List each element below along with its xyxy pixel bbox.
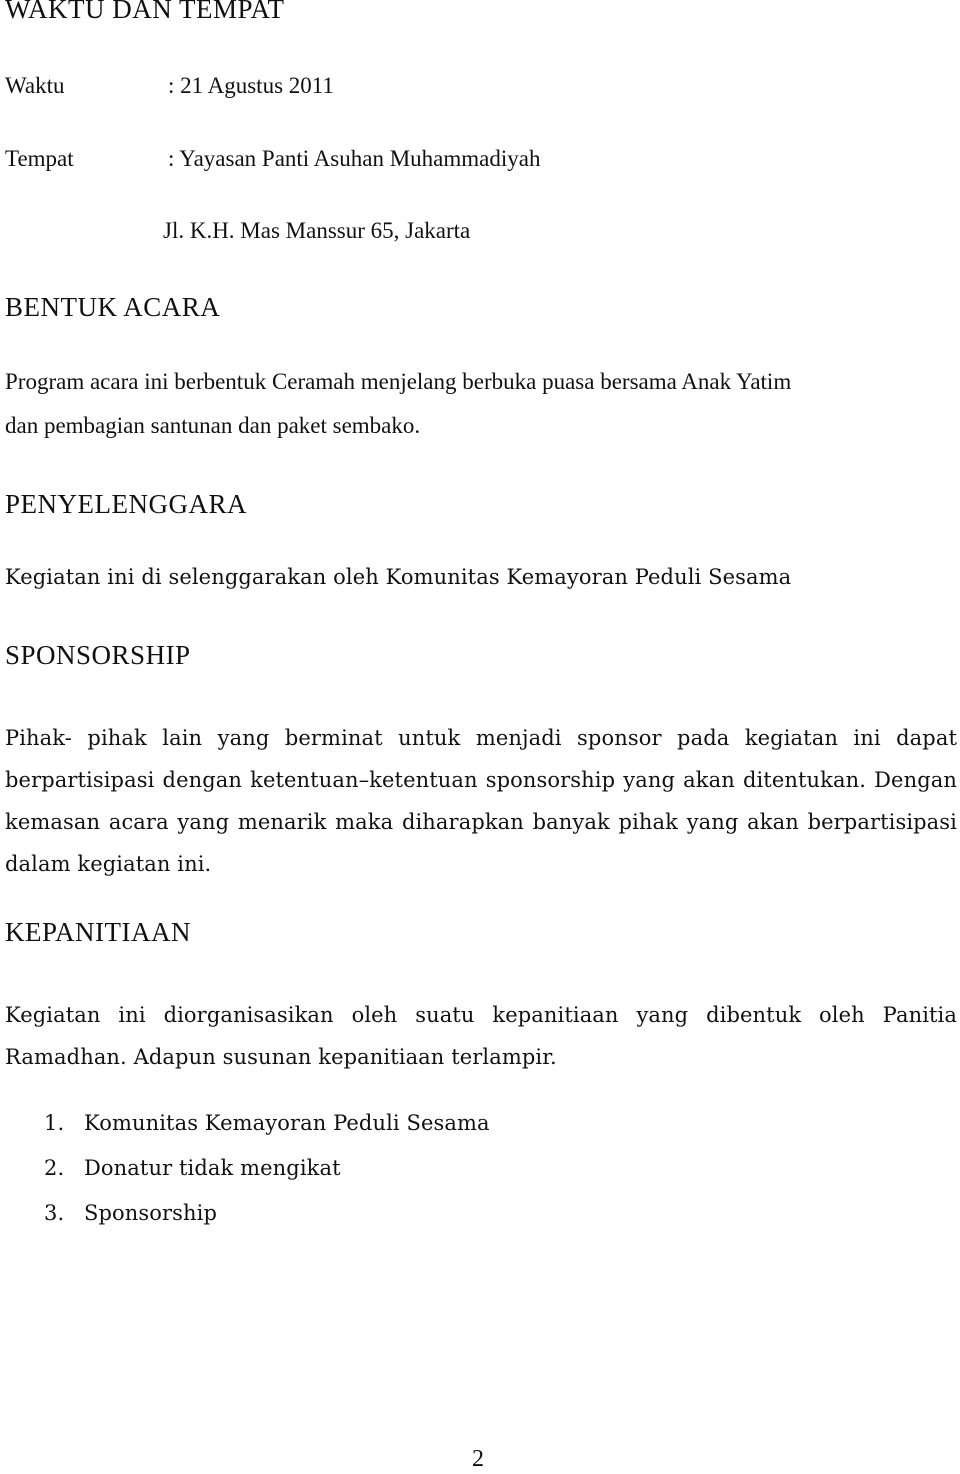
list-item-number: 2. [44,1156,65,1180]
kepanitiaan-line-2: Ramadhan. Adapun susunan kepanitiaan terlampir. [5,1045,557,1069]
heading-waktu-dan-tempat: WAKTU DAN TEMPAT [5,0,285,24]
tempat-address: Jl. K.H. Mas Manssur 65, Jakarta [163,218,471,243]
page-number: 2 [472,1446,484,1472]
heading-kepanitiaan: KEPANITIAAN [5,917,191,947]
sponsorship-paragraph [5,717,957,885]
list-item: Donatur tidak mengikat [84,1156,341,1180]
bentuk-acara-line-2: dan pembagian santunan dan paket sembako. [5,413,421,438]
penyelenggara-text: Kegiatan ini di selenggarakan oleh Komunitas Kemayoran Peduli Sesama [5,565,792,589]
waktu-label: Waktu [5,73,65,98]
tempat-value: : Yayasan Panti Asuhan Muhammadiyah [168,146,541,171]
sponsorship-line-4: dalam kegiatan ini. [5,852,212,876]
list-item: Sponsorship [84,1201,218,1225]
heading-penyelenggara: PENYELENGGARA [5,489,247,519]
heading-bentuk-acara: BENTUK ACARA [5,292,221,322]
kepanitiaan-line-1: Kegiatan ini diorganisasikan oleh suatu kepanitiaan yang dibentuk oleh Panitia [5,1003,957,1027]
tempat-label: Tempat [5,146,74,171]
waktu-value: : 21 Agustus 2011 [168,73,334,98]
sponsorship-line-3: kemasan acara yang menarik maka diharapkan banyak pihak yang akan berpartisipasi [5,810,957,834]
list-item: Komunitas Kemayoran Peduli Sesama [84,1111,490,1135]
bentuk-acara-line-1: Program acara ini berbentuk Ceramah menjelang berbuka puasa bersama Anak Yatim [5,369,792,394]
sponsorship-line-2: berpartisipasi dengan ketentuan–ketentuan sponsorship yang akan ditentukan. Dengan [5,768,957,792]
list-item-number: 3. [44,1201,65,1225]
heading-sponsorship: SPONSORSHIP [5,640,191,670]
list-item-number: 1. [44,1111,65,1135]
kepanitiaan-paragraph [5,994,957,1078]
sponsorship-line-1: Pihak- pihak lain yang berminat untuk menjadi sponsor pada kegiatan ini dapat [5,726,957,750]
